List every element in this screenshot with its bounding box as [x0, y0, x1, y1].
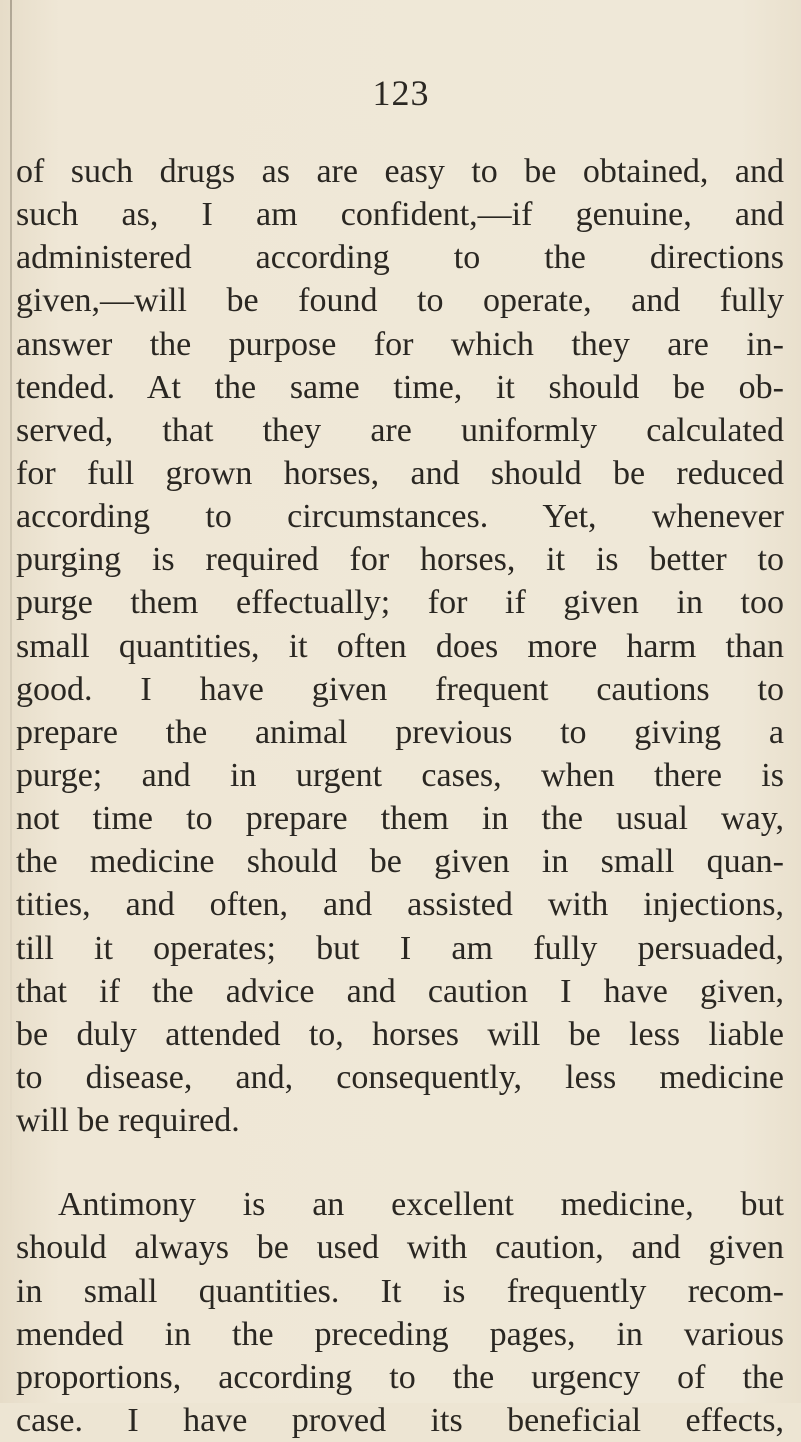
paragraph-2 [16, 1183, 784, 1442]
text-line: given,—will be found to operate, and fully [16, 282, 784, 320]
text-line: tities, and often, and assisted with injections, [16, 886, 784, 924]
text-line: purge; and in urgent cases, when there is [16, 756, 784, 794]
text-line: answer the purpose for which they are in- [16, 325, 784, 363]
text-line: small quantities, it often does more harm than [16, 627, 784, 665]
text-line: purge them effectually; for if given in too [16, 584, 784, 622]
text-line: mended in the preceding pages, in various [16, 1315, 784, 1353]
paragraph-gap [16, 1142, 784, 1183]
text-line: proportions, according to the urgency of the [16, 1358, 784, 1396]
text-line: tended. At the same time, it should be ob- [16, 368, 784, 406]
text-line: to disease, and, consequently, less medicine [16, 1058, 784, 1096]
text-line: case. I have proved its beneficial effects, [16, 1401, 784, 1439]
text-line: in small quantities. It is frequently recom- [16, 1272, 784, 1310]
text-line: for full grown horses, and should be reduced [16, 454, 784, 492]
text-line: be duly attended to, horses will be less liable [16, 1015, 784, 1053]
text-line: purging is required for horses, it is better to [16, 541, 784, 579]
text-line: till it operates; but I am fully persuaded, [16, 929, 784, 967]
text-line: served, that they are uniformly calculated [16, 411, 784, 449]
text-line: according to circumstances. Yet, whenever [16, 498, 784, 536]
text-line: of such drugs as are easy to be obtained, and [16, 153, 784, 190]
text-line: Antimony is an excellent medicine, but [58, 1186, 784, 1224]
paragraph-1 [16, 150, 784, 1142]
text-line: should always be used with caution, and given [16, 1229, 784, 1267]
binding-shadow [10, 0, 12, 1403]
text-line: administered according to the directions [16, 239, 784, 277]
text-line: prepare the animal previous to giving a [16, 713, 784, 751]
text-line: good. I have given frequent cautions to [16, 670, 784, 708]
text-line: the medicine should be given in small quan- [16, 843, 784, 881]
text-line: that if the advice and caution I have given, [16, 972, 784, 1010]
text-line: not time to prepare them in the usual way, [16, 800, 784, 838]
text-line: such as, I am confident,—if genuine, and [16, 196, 784, 234]
page-number: 123 [372, 73, 430, 113]
body-text [16, 150, 784, 1442]
text-line: will be required. [16, 1102, 240, 1140]
